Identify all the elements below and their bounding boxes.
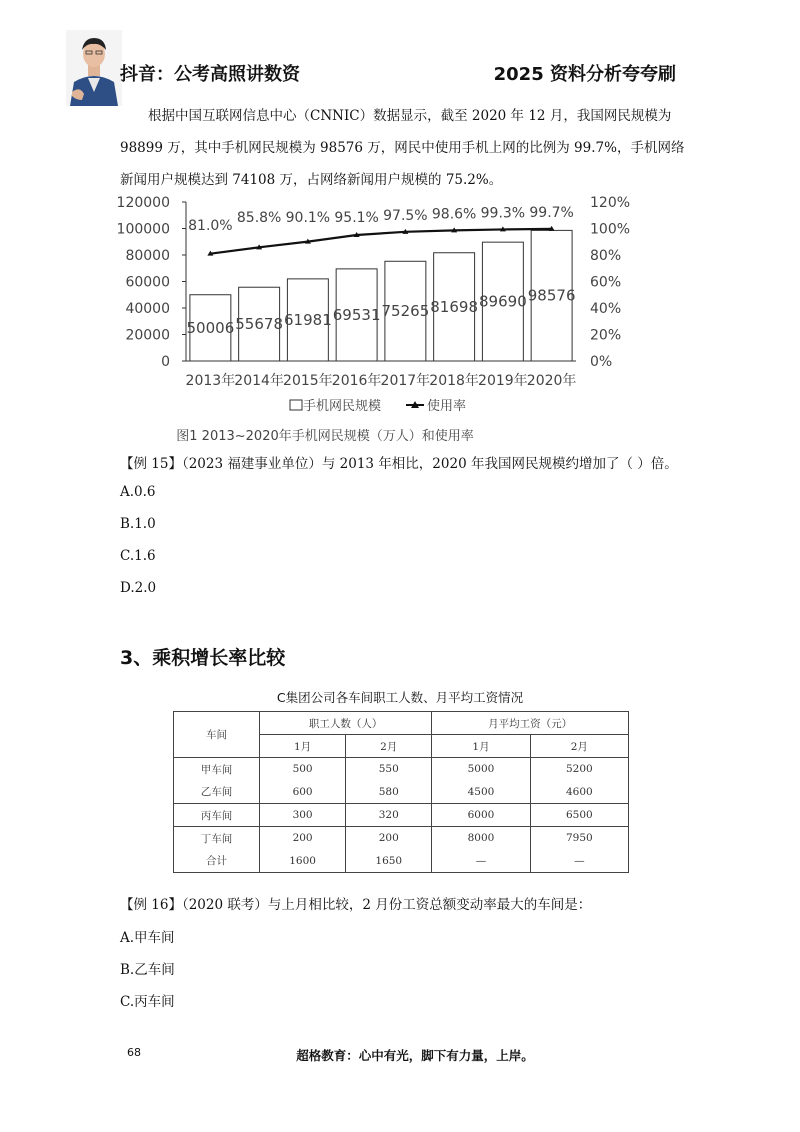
bar-value-label: 61981 <box>284 310 332 329</box>
cell: 580 <box>346 781 432 804</box>
footer-motto: 超格教育：心中有光，脚下有力量，上岸。 <box>296 1048 534 1063</box>
mobile-netizen-chart <box>110 190 650 445</box>
bar-value-label: 98576 <box>527 286 576 305</box>
row-name: 丙车间 <box>174 804 260 827</box>
intro-text: 根据中国互联网信息中心（CNNIC）数据显示，截至 2020 年 12 月，我国网民规模为 98899 万，其中手机网民规模为 98576 万，网民中使用手机上网的比例为 99.7%，手机网络新闻用户规模达到 74108 万，占网络新闻用户规模的 75.2%。 <box>120 108 685 188</box>
q15-stem: 【例 15】（2023 福建事业单位）与 2013 年相比，2020 年我国网民规模约增加了（ ）倍。 <box>120 456 678 472</box>
left-tick-label: 0 <box>161 354 170 370</box>
line-value-label: 85.8% <box>236 210 282 226</box>
table-row <box>174 804 629 827</box>
cell: — <box>530 850 628 873</box>
bar-value-label: 69531 <box>332 305 381 324</box>
cell: 550 <box>346 758 432 781</box>
x-tick-label: 2016年 <box>331 373 382 389</box>
bar-value-label: 89690 <box>479 292 527 311</box>
sub-wage-m1: 1月 <box>432 735 530 758</box>
line-value-label: 95.1% <box>334 210 379 226</box>
cell: 4500 <box>432 781 530 804</box>
q15-option-b: B.1.0 <box>120 516 156 532</box>
cell: 200 <box>260 827 346 850</box>
intro-paragraph <box>120 100 690 196</box>
line-value-label: 90.1% <box>285 210 331 226</box>
table-title: C集团公司各车间职工人数、月平均工资情况 <box>276 690 524 705</box>
q15-option-c: C.1.6 <box>120 548 156 564</box>
x-tick-label: 2015年 <box>283 373 333 389</box>
legend-line-label: 使用率 <box>427 399 467 414</box>
bar-value-label: 55678 <box>235 315 283 334</box>
header-left-title: 抖音：公考高照讲数资 <box>120 64 300 85</box>
bar-value-label: 75265 <box>381 302 430 321</box>
x-tick-label: 2013年 <box>185 373 236 389</box>
right-tick-label: 100% <box>590 221 631 238</box>
cell: 5200 <box>530 758 628 781</box>
left-tick-label: 40000 <box>125 301 170 317</box>
x-tick-label: 2019年 <box>478 373 528 389</box>
cell: 7950 <box>530 827 628 850</box>
author-avatar <box>66 30 122 106</box>
cell: 4600 <box>530 781 628 804</box>
group-staff-header: 职工人数（人） <box>260 712 432 735</box>
sub-wage-m2: 2月 <box>530 735 628 758</box>
cell: 8000 <box>432 827 530 850</box>
x-tick-label: 2018年 <box>429 373 479 389</box>
cell: 1650 <box>346 850 432 873</box>
left-tick-label: 20000 <box>125 327 170 344</box>
right-tick-label: 20% <box>590 327 622 344</box>
right-tick-label: 40% <box>590 301 622 317</box>
row-name: 乙车间 <box>174 781 260 804</box>
line-value-label: 81.0% <box>188 218 233 234</box>
group-wage-header: 月平均工资（元） <box>432 712 629 735</box>
right-tick-label: 120% <box>590 195 631 211</box>
x-tick-label: 2020年 <box>526 373 577 389</box>
cell: 320 <box>346 804 432 827</box>
cell: 5000 <box>432 758 530 781</box>
q15-option-d: D.2.0 <box>120 580 157 596</box>
sub-staff-m1: 1月 <box>260 735 346 758</box>
table-row <box>174 827 629 850</box>
wage-table <box>173 711 629 873</box>
line-value-label: 97.5% <box>383 207 428 224</box>
line-value-label: 99.7% <box>529 204 574 221</box>
table-row <box>174 758 629 781</box>
legend-bar-swatch <box>290 400 302 410</box>
left-tick-label: 100000 <box>116 221 170 238</box>
page-number: 68 <box>127 1046 141 1059</box>
cell: — <box>432 850 530 873</box>
row-name: 甲车间 <box>174 758 260 781</box>
cell: 200 <box>346 827 432 850</box>
cell: 6000 <box>432 804 530 827</box>
bar-value-label: 81698 <box>430 297 478 316</box>
right-tick-label: 0% <box>590 354 613 370</box>
row-name: 丁车间 <box>174 827 260 850</box>
cell: 300 <box>260 804 346 827</box>
chart-caption: 图1 2013~2020年手机网民规模（万人）和使用率 <box>176 429 474 444</box>
left-tick-label: 60000 <box>125 274 170 291</box>
x-tick-label: 2014年 <box>234 373 284 389</box>
left-tick-label: 80000 <box>125 248 170 264</box>
row-name: 合计 <box>174 850 260 873</box>
q16-option-a: A.甲车间 <box>120 930 175 946</box>
cell: 1600 <box>260 850 346 873</box>
x-tick-label: 2017年 <box>380 373 431 389</box>
col-workshop-header: 车间 <box>174 712 260 758</box>
cell: 6500 <box>530 804 628 827</box>
header-right-title: 2025 资料分析夸夸刷 <box>493 64 676 85</box>
q16-stem: 【例 16】（2020 联考）与上月相比较，2 月份工资总额变动率最大的车间是： <box>120 897 592 913</box>
sub-staff-m2: 2月 <box>346 735 432 758</box>
q16-option-b: B.乙车间 <box>120 962 175 978</box>
table-row <box>174 850 629 873</box>
left-tick-label: 120000 <box>116 195 170 211</box>
bar-value-label: 50006 <box>186 318 235 337</box>
legend-bar-label: 手机网民规模 <box>303 399 382 414</box>
cell: 500 <box>260 758 346 781</box>
line-value-label: 99.3% <box>480 205 526 222</box>
q15-option-a: A.0.6 <box>120 484 156 500</box>
table-row <box>174 781 629 804</box>
q16-option-c: C.丙车间 <box>120 994 175 1010</box>
section-title: 3、乘积增长率比较 <box>120 647 286 669</box>
right-tick-label: 60% <box>590 274 622 291</box>
right-tick-label: 80% <box>590 248 622 264</box>
line-value-label: 98.6% <box>431 206 477 223</box>
cell: 600 <box>260 781 346 804</box>
